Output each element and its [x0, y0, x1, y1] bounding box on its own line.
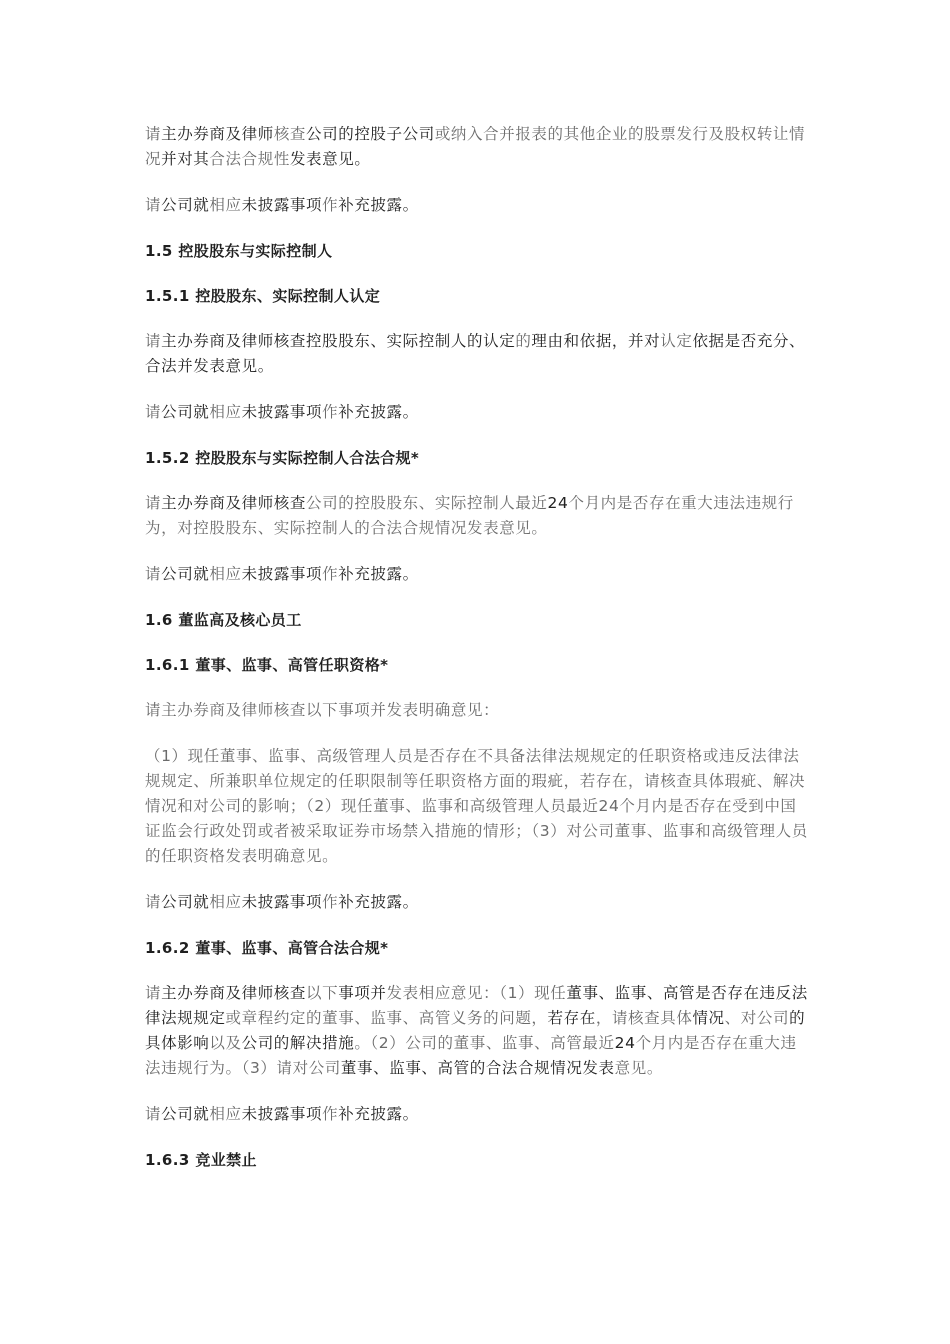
text-fragment: 事项并	[338, 984, 387, 1002]
paragraph-qualification-items: （1）现任董事、监事、高级管理人员是否存在不具备法律法规规定的任职资格或违反法律法规规定、所兼职单位规定的任职限制等任职资格方面的瑕疵，若存在，请核查具体瑕疵、解决情况和对公司的影响；（2）现任董事、监事和高级管理人员最近24个月内是否存在受到中国证监会行政处罚或者被采取证券市场禁入措施的情形；（3）对公司董事、监事和高级管理人员的任职资格发表明确意见。	[145, 747, 808, 865]
text-fragment: 、对公司	[724, 1009, 790, 1027]
text-fragment: 个月内是否存在重大违法违规行为，对控股股东、实际控制人的合法合规情况发表意见。	[145, 494, 794, 537]
text-fragment: 依据是否充分、合法并发表意见。	[145, 332, 806, 375]
text-fragment: 请	[145, 893, 162, 911]
text-fragment: 未披露事项	[241, 893, 323, 911]
text-fragment: 发表意见。	[289, 150, 371, 168]
text-fragment: 若存在	[547, 1009, 596, 1027]
text-fragment: 个月内是否存在重大违法违规行为。（3）请对公司	[145, 1034, 797, 1077]
text-fragment: 请	[145, 1105, 162, 1123]
section-heading-1-6-3: 1.6.3 竞业禁止	[145, 1151, 257, 1169]
text-fragment: 作	[322, 196, 339, 214]
text-fragment: 的	[515, 332, 532, 350]
text-fragment: 公司的解决措施	[241, 1034, 355, 1052]
text-fragment: 请	[145, 125, 162, 143]
text-fragment: 的具体影响	[145, 1009, 806, 1052]
text-fragment: 主办券商及律师核查控股股东、实际控制人的认定	[161, 332, 516, 350]
text-fragment: 未披露事项	[241, 565, 323, 583]
text-fragment: 或章程约定的董事、监事、高管义务的问题，	[225, 1009, 548, 1027]
section-heading-1-6-1: 1.6.1 董事、监事、高管任职资格*	[145, 656, 389, 674]
text-fragment: 未披露事项	[241, 403, 323, 421]
text-fragment: 认定	[660, 332, 693, 350]
text-fragment: 相应	[209, 1105, 242, 1123]
text-fragment: 请	[145, 984, 162, 1002]
section-heading-1-5: 1.5 控股股东与实际控制人	[145, 242, 333, 260]
paragraph-subsidiary-stock-issuance	[145, 122, 810, 172]
text-fragment: 未披露事项	[241, 1105, 323, 1123]
text-fragment: 作	[322, 893, 339, 911]
paragraph-supplementary-disclosure	[145, 400, 810, 425]
paragraph-qualification-intro: 请主办券商及律师核查以下事项并发表明确意见：	[145, 701, 500, 719]
text-fragment: 24	[547, 494, 569, 512]
text-fragment: 相应	[209, 403, 242, 421]
text-fragment: 作	[322, 403, 339, 421]
text-fragment: 公司就	[161, 893, 210, 911]
paragraph-supplementary-disclosure	[145, 1102, 810, 1127]
text-fragment: 董事、监事、高管的合法合规情况发表	[340, 1059, 615, 1077]
text-fragment: 公司的控股子公司	[306, 125, 435, 143]
text-fragment: 请	[145, 494, 162, 512]
text-fragment: 公司就	[161, 403, 210, 421]
text-fragment: 补充披露。	[338, 1105, 419, 1123]
section-heading-1-5-1: 1.5.1 控股股东、实际控制人认定	[145, 287, 381, 305]
text-fragment: 公司的控股股东、实际控制人最近	[306, 494, 548, 512]
text-fragment: 发表相应意见：（1）现任	[386, 984, 567, 1002]
text-fragment: 补充披露。	[338, 196, 419, 214]
text-fragment: 主办券商及律师	[161, 125, 274, 143]
text-fragment: 相应	[209, 565, 242, 583]
text-fragment: 。（2）公司的董事、监事、高管最近	[354, 1034, 615, 1052]
text-fragment: 未披露事项	[241, 196, 323, 214]
text-fragment: ，请核查具体	[595, 1009, 693, 1027]
paragraph-supplementary-disclosure	[145, 193, 810, 218]
text-fragment: 以下	[306, 984, 339, 1002]
paragraph-supplementary-disclosure	[145, 890, 810, 915]
text-fragment: 相应	[209, 893, 242, 911]
paragraph-controller-identification	[145, 329, 810, 379]
text-fragment: 理由和依据，并对	[531, 332, 661, 350]
text-fragment: 请	[145, 332, 162, 350]
text-fragment: 作	[322, 1105, 339, 1123]
text-fragment: 以及	[209, 1034, 242, 1052]
text-fragment: 相应	[209, 196, 242, 214]
text-fragment: 核查	[273, 125, 307, 143]
text-fragment: 公司就	[161, 565, 210, 583]
text-fragment: 24	[614, 1034, 636, 1052]
paragraph-supplementary-disclosure	[145, 562, 810, 587]
paragraph-management-compliance	[145, 981, 810, 1081]
text-fragment: 公司就	[161, 1105, 210, 1123]
text-fragment: 董事、监事、高管是否存在违反法律法规规定	[145, 984, 808, 1027]
paragraph-controller-compliance	[145, 491, 810, 541]
section-heading-1-5-2: 1.5.2 控股股东与实际控制人合法合规*	[145, 449, 420, 467]
text-fragment: 主办券商及律师核查	[161, 494, 307, 512]
text-fragment: 或纳入合并报表的其他企业的股票发行及股权转让情况	[145, 125, 806, 168]
text-fragment: 情况	[692, 1009, 725, 1027]
text-fragment: 补充披露。	[338, 403, 419, 421]
section-heading-1-6: 1.6 董监高及核心员工	[145, 611, 302, 629]
text-fragment: 请	[145, 403, 162, 421]
document-page	[145, 122, 810, 1172]
text-fragment: 请	[145, 565, 162, 583]
text-fragment: 公司就	[161, 196, 210, 214]
text-fragment: 作	[322, 565, 339, 583]
text-fragment: 合法合规性	[209, 150, 290, 168]
text-fragment: 补充披露。	[338, 893, 419, 911]
text-fragment: 意见。	[614, 1059, 663, 1077]
text-fragment: 并对其	[161, 150, 210, 168]
text-fragment: 补充披露。	[338, 565, 419, 583]
text-fragment: 主办券商及律师核查	[161, 984, 307, 1002]
section-heading-1-6-2: 1.6.2 董事、监事、高管合法合规*	[145, 939, 389, 957]
text-fragment: 请	[145, 196, 162, 214]
